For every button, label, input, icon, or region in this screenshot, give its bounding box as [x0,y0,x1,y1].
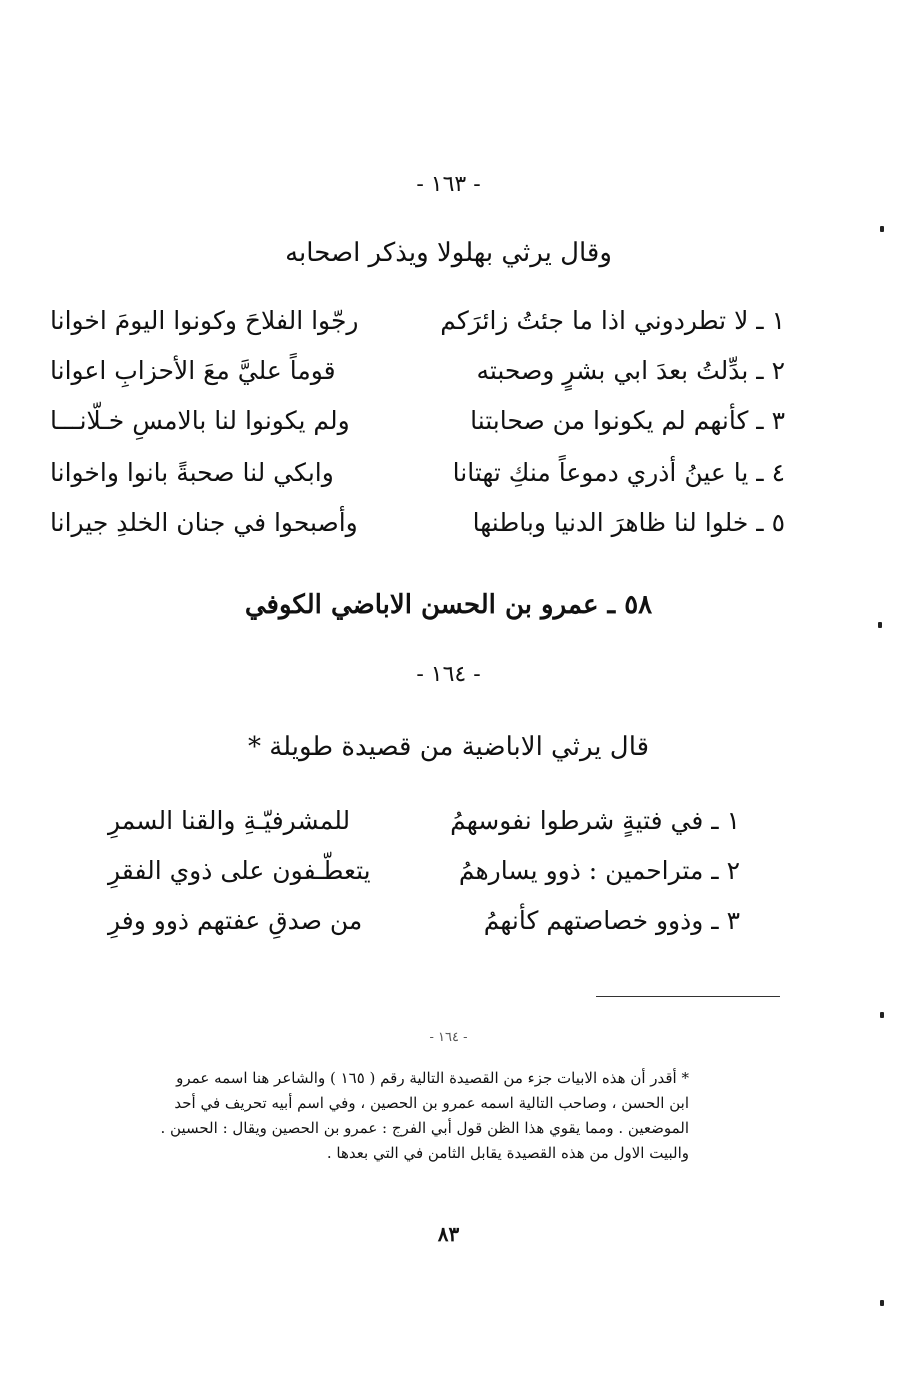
footnote-line: ابن الحسن ، وصاحب التالية اسمه عمرو بن الحصين ، وفي اسم أبيه تحريف في أحد [174,1094,689,1112]
second-hemistich: قوماً عليَّ معَ الأحزابِ اعوانا [50,356,336,385]
poem-intro-163: وقال يرثي بهلولا ويذكر اصحابه [285,238,612,268]
second-hemistich: وابكي لنا صحبةً بانوا واخوانا [50,458,334,487]
second-hemistich: ولم يكونوا لنا بالامسِ خـلّانـــا [50,406,350,435]
first-hemistich: ٢ ـ متراحمين : ذوو يسارهمُ [458,856,740,885]
verse-row [50,356,785,396]
footnote-line: * أقدر أن هذه الابيات جزء من القصيدة التالية رقم ( ١٦٥ ) والشاعر هنا اسمه عمرو [176,1069,689,1087]
first-hemistich: ١ ـ في فتيةٍ شرطوا نفوسهمُ [450,806,740,835]
footnote-separator [596,996,780,997]
footnote-line: الموضعين . ومما يقوي هذا الظن قول أبي الفرج : عمرو بن الحصين ويقال : الحسين . [160,1119,689,1137]
first-hemistich: ٢ ـ بدِّلتُ بعدَ ابي بشرٍ وصحبته [476,356,785,385]
verse-row [108,856,740,896]
first-hemistich: ١ ـ لا تطردوني اذا ما جئتُ زائرَكم [440,306,785,335]
first-hemistich: ٣ ـ وذوو خصاصتهم كأنهمُ [483,906,740,935]
footnote-line: والبيت الاول من هذه القصيدة يقابل الثامن في التي بعدها . [326,1144,689,1162]
verse-row [108,806,740,846]
margin-speck [880,1300,884,1306]
verse-row [50,458,785,498]
margin-speck [880,226,884,232]
second-hemistich: وأصبحوا في جنان الخلدِ جيرانا [50,508,358,537]
first-hemistich: ٤ ـ يا عينُ أذري دموعاً منكِ تهتانا [452,458,785,487]
second-hemistich: يتعطّـفون على ذوي الفقرِ [108,856,371,885]
poem-number-164: - ١٦٤ - [416,662,481,687]
second-hemistich: للمشرفيّـةِ والقنا السمرِ [108,806,351,835]
verse-row [50,508,785,548]
margin-speck [880,1012,884,1018]
page-number: ٨٣ [437,1222,460,1246]
second-hemistich: من صدقِ عفتهم ذوو وفرِ [108,906,363,935]
verse-row [50,306,785,346]
poet-heading: ٥٨ ـ عمرو بن الحسن الاباضي الكوفي [244,590,653,620]
margin-speck [878,622,882,628]
verse-row [50,406,785,446]
footnote [68,1066,689,1166]
first-hemistich: ٣ ـ كأنهم لم يكونوا من صحابتنا [470,406,785,435]
verse-row [108,906,740,946]
poem-number-163: - ١٦٣ - [416,172,481,197]
poem-intro-164: قال يرثي الاباضية من قصيدة طويلة * [247,732,650,762]
second-hemistich: رجّوا الفلاحَ وكونوا اليومَ اخوانا [50,306,359,335]
footnote-marker: - ١٦٤ - [429,1030,468,1045]
first-hemistich: ٥ ـ خلوا لنا ظاهرَ الدنيا وباطنها [472,508,785,537]
